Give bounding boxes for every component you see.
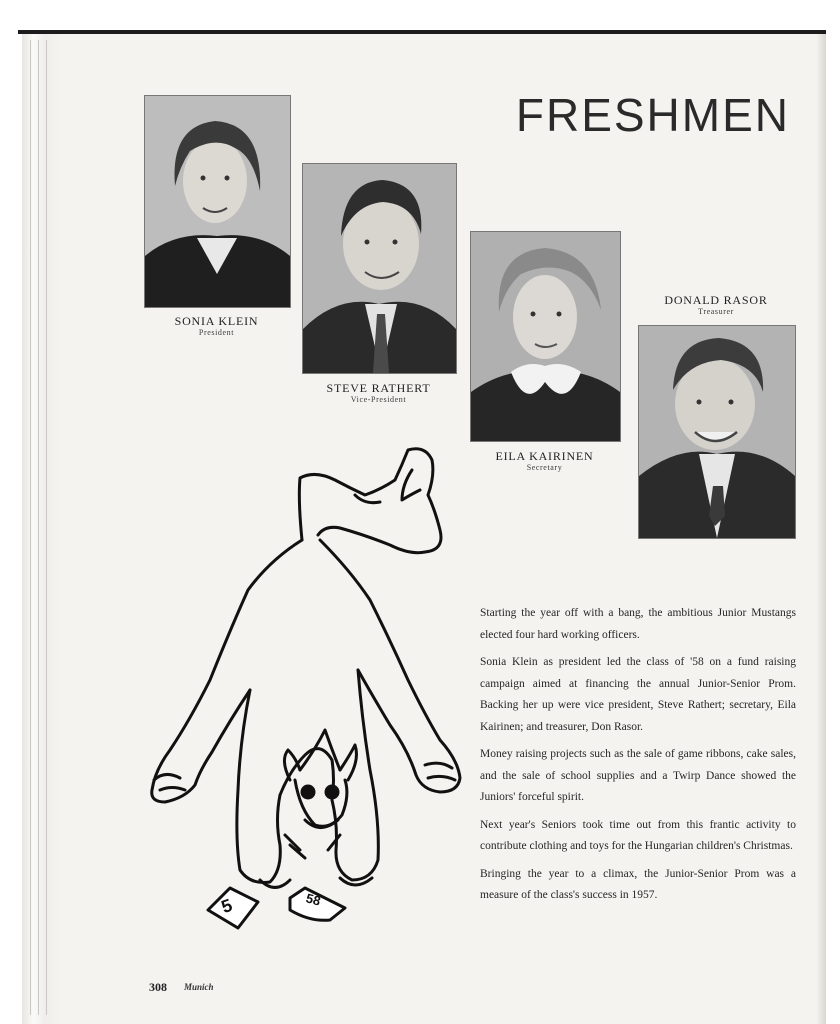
page-title: FRESHMEN [515,89,790,141]
paragraph: Money raising projects such as the sale of game ribbons, cake sales, and the sale of school supplies and a Twirp Dance showed the Juniors' forceful spirit. [480,748,796,803]
officer-name: DONALD RASOR [664,293,768,307]
paragraph: Sonia Klein as president led the class of '58 on a fund raising campaign aimed at financing the annual Junior-Senior Prom. Backing her up were vice president, Steve Rathert; secretary, Eila Kairinen; and treasurer, Don Rasor. [480,656,796,733]
yearbook-title: Munich [184,982,214,992]
officer-role: Treasurer [698,307,734,316]
officer-role: Secretary [526,463,563,472]
mustang-cartoon-drawing [140,440,470,940]
spine-line [38,40,39,1015]
page-right-edge [816,34,826,1024]
card-number-left: 5 [218,894,235,918]
portrait-photo-donald-rasor [638,325,796,539]
article-text [480,603,796,913]
portrait-photo-steve-rathert [302,163,457,374]
card-number-right: 58 [304,890,323,909]
page-spine [22,34,60,1024]
officer-name: SONIA KLEIN [174,314,259,328]
officer-name: STEVE RATHERT [326,381,431,395]
spine-line [30,40,31,1015]
officer-role: President [198,328,235,337]
paragraph: Next year's Seniors took time out from this frantic activity to contribute clothing and toys for the Hungarian children's Christmas. [480,818,796,852]
officer-name: EILA KAIRINEN [495,449,594,463]
spine-line [46,40,47,1015]
portrait-photo-eila-kairinen [470,231,621,442]
portrait-photo-sonia-klein [144,95,291,308]
officer-role: Vice-President [350,395,407,404]
paragraph: Starting the year off with a bang, the ambitious Junior Mustangs elected four hard working officers. [480,607,796,641]
paragraph: Bringing the year to a climax, the Junior-Senior Prom was a measure of the class's success in 1957. [480,867,796,901]
page-number: 308 [149,980,167,994]
